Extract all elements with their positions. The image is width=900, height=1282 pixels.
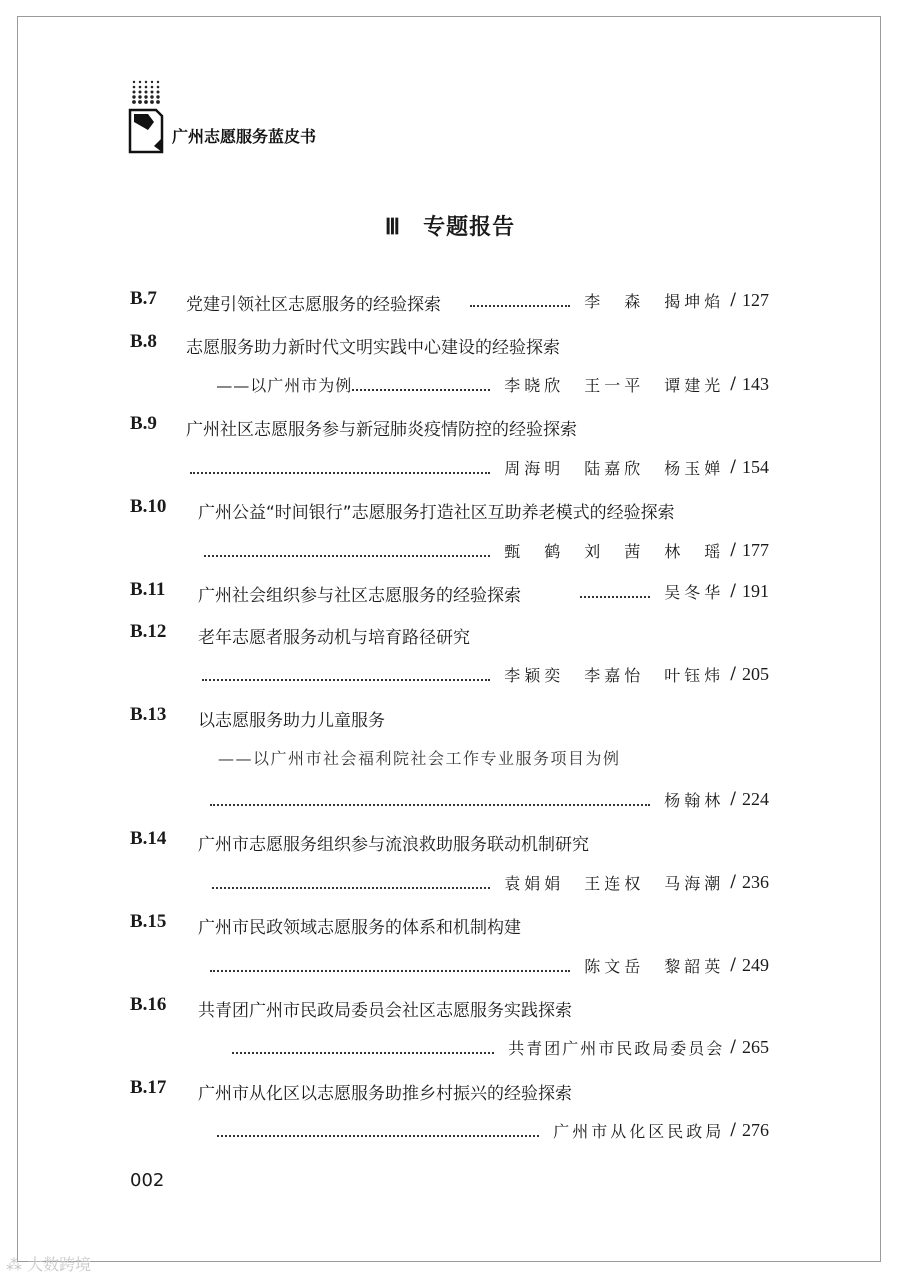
entry-page[interactable]: 249 (742, 954, 769, 975)
dot-leader (202, 679, 490, 681)
entry-authors: 李 森 揭坤焰 (584, 291, 725, 311)
entry-leader-line: 吴冬华 / 191 (580, 579, 769, 603)
entry-title[interactable]: 以志愿服务助力儿童服务 (198, 711, 385, 731)
entry-page[interactable]: 154 (742, 456, 769, 477)
dot-leader (204, 555, 490, 557)
entry-page[interactable]: 205 (742, 663, 769, 684)
entry-leader-line: 甄 鹤 刘 茜 林 瑶 / 177 (204, 538, 769, 562)
entry-title[interactable]: 广州社区志愿服务参与新冠肺炎疫情防控的经验探索 (186, 420, 577, 440)
entry-leader-line: 广州市从化区民政局 / 276 (217, 1118, 769, 1142)
entry-subtitle: ——以广州市社会福利院社会工作专业服务项目为例 (218, 749, 621, 768)
section-numeral: Ⅲ (384, 214, 402, 239)
entry-label: B.10 (130, 496, 167, 517)
dot-leader (190, 472, 490, 474)
entry-label: B.14 (130, 828, 167, 849)
dot-leader (212, 887, 490, 889)
entry-label: B.17 (130, 1077, 167, 1098)
entry-title[interactable]: 党建引领社区志愿服务的经验探索 (186, 295, 441, 315)
book-logo-icon (128, 78, 164, 154)
entry-title[interactable]: 广州社会组织参与社区志愿服务的经验探索 (198, 586, 521, 606)
entry-page[interactable]: 236 (742, 871, 769, 892)
dot-leader (580, 596, 650, 598)
entry-label: B.8 (130, 331, 157, 352)
page-number: 002 (130, 1170, 165, 1191)
entry-leader-line: 李颖奕 李嘉怡 叶钰炜 / 205 (202, 662, 769, 686)
entry-authors: 陈文岳 黎韶英 (584, 956, 725, 976)
entry-page[interactable]: 224 (742, 788, 769, 809)
entry-page[interactable]: 265 (742, 1036, 769, 1057)
entry-title[interactable]: 广州公益“时间银行”志愿服务打造社区互助养老模式的经验探索 (198, 503, 675, 523)
entry-page[interactable]: 276 (742, 1119, 769, 1140)
entry-label: B.15 (130, 911, 167, 932)
dot-leader (210, 804, 650, 806)
entry-page[interactable]: 177 (742, 539, 769, 560)
entry-label: B.12 (130, 621, 167, 642)
entry-title[interactable]: 共青团广州市民政局委员会社区志愿服务实践探索 (198, 1001, 572, 1021)
dot-leader (470, 305, 570, 307)
entry-leader-line: 袁娟娟 王连权 马海潮 / 236 (212, 870, 769, 894)
dot-leader (352, 389, 490, 391)
entry-title[interactable]: 志愿服务助力新时代文明实践中心建设的经验探索 (186, 338, 560, 358)
entry-page[interactable]: 143 (742, 373, 769, 394)
dot-leader (232, 1052, 494, 1054)
entry-authors: 甄 鹤 刘 茜 林 瑶 (504, 541, 725, 561)
entry-authors: 广州市从化区民政局 (553, 1121, 725, 1141)
entry-subtitle: ——以广州市为例 (216, 375, 353, 395)
section-name: 专题报告 (423, 215, 516, 240)
entry-leader-line: ——以广州市为例 李晓欣 王一平 谭建光 / 143 (216, 373, 769, 395)
entry-label: B.9 (130, 413, 157, 434)
entry-page[interactable]: 191 (742, 580, 769, 601)
entry-authors: 杨翰林 (664, 790, 725, 810)
watermark-icon: ⁂ (6, 1255, 28, 1274)
entry-leader-line: 陈文岳 黎韶英 / 249 (210, 953, 769, 977)
entry-label: B.7 (130, 288, 157, 309)
entry-title[interactable]: 广州市志愿服务组织参与流浪救助服务联动机制研究 (198, 835, 589, 855)
dot-leader (210, 970, 570, 972)
entry-page[interactable]: 127 (742, 289, 769, 310)
entry-leader-line: 周海明 陆嘉欣 杨玉婵 / 154 (190, 455, 769, 479)
entry-leader-line: 杨翰林 / 224 (210, 787, 769, 811)
entry-label: B.11 (130, 579, 166, 600)
entry-authors: 袁娟娟 王连权 马海潮 (504, 873, 725, 893)
entry-title[interactable]: 广州市从化区以志愿服务助推乡村振兴的经验探索 (198, 1084, 572, 1104)
entry-authors: 吴冬华 (664, 582, 725, 602)
entry-label: B.16 (130, 994, 167, 1015)
entry-title[interactable]: 广州市民政领域志愿服务的体系和机制构建 (198, 918, 521, 938)
watermark (6, 1252, 91, 1275)
entry-label: B.13 (130, 704, 167, 725)
section-title (0, 210, 900, 241)
entry-title[interactable]: 老年志愿者服务动机与培育路径研究 (198, 628, 470, 648)
entry-authors: 李晓欣 王一平 谭建光 (504, 375, 725, 395)
watermark-text: 大数跨境 (27, 1255, 92, 1274)
dot-leader (217, 1135, 539, 1137)
entry-leader-line: 李 森 揭坤焰 / 127 (470, 288, 769, 312)
entry-leader-line: 共青团广州市民政局委员会 / 265 (232, 1035, 769, 1059)
entry-authors: 李颖奕 李嘉怡 叶钰炜 (504, 665, 725, 685)
entry-authors: 周海明 陆嘉欣 杨玉婵 (504, 458, 725, 478)
series-title: 广州志愿服务蓝皮书 (172, 127, 317, 146)
entry-authors: 共青团广州市民政局委员会 (508, 1038, 725, 1058)
